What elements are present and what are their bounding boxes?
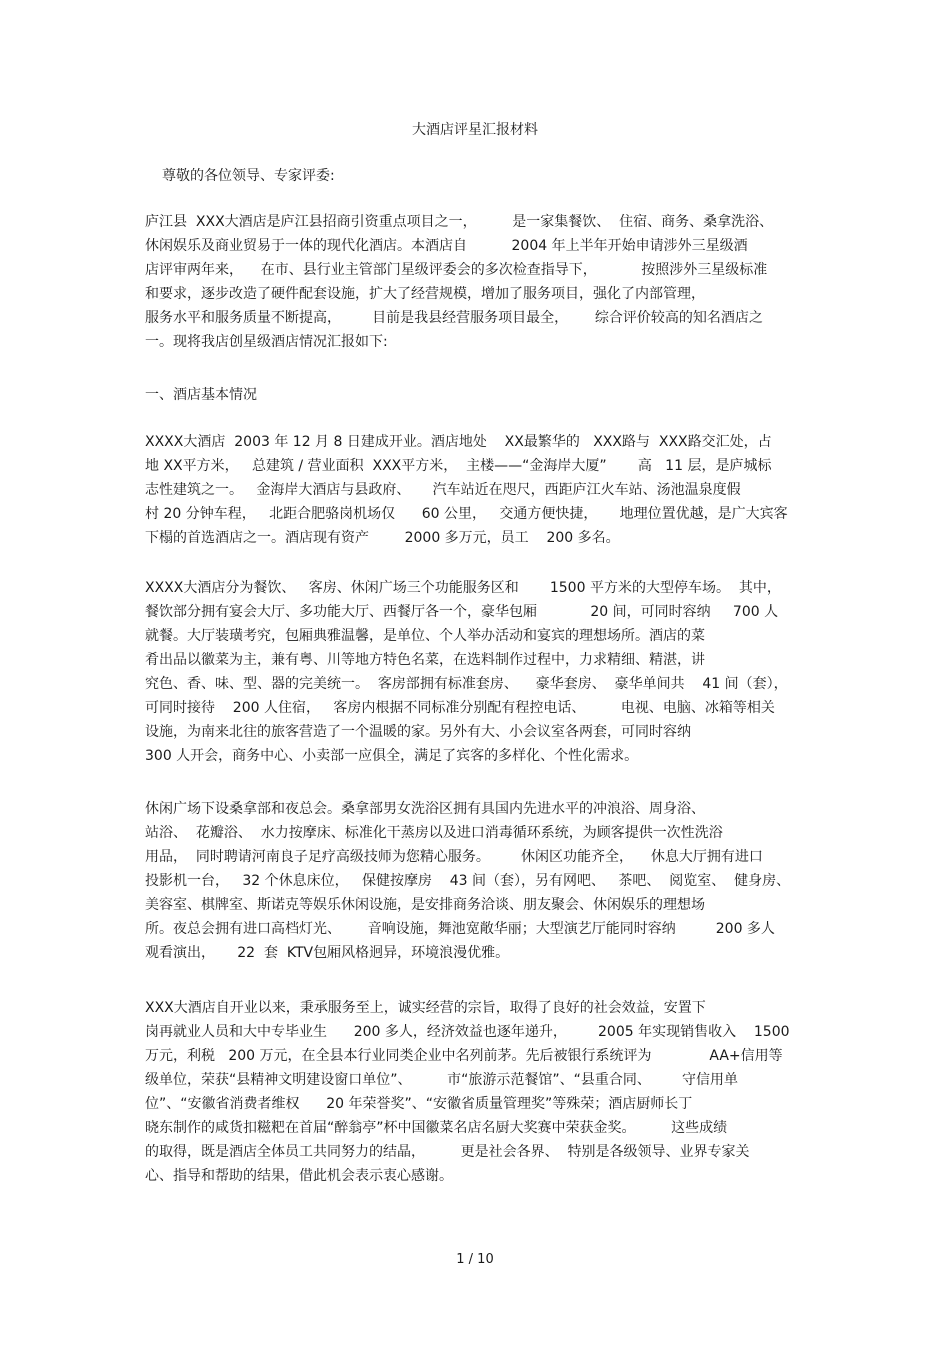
text-line: 设施，为南来北往的旅客营造了一个温暖的家。另外有大、小会议室各两套，可同时容纳 bbox=[145, 724, 691, 740]
text-line: 餐饮部分拥有宴会大厅、多功能大厅、西餐厅各一个，豪华包厢 20 间，可同时容纳 700 人 bbox=[145, 604, 779, 620]
text-line: 地 XX平方米， 总建筑 / 营业面积 XXX平方米， 主楼——“金海岸大厦” 高 11 层，是庐城标 bbox=[145, 458, 772, 474]
text-line: 志性建筑之一。 金海岸大酒店与县政府、 汽车站近在咫尺，西距庐江火车站、汤池温泉度假 bbox=[145, 482, 741, 498]
text-line: 所。夜总会拥有进口高档灯光、 音响设施，舞池宽敞华丽；大型演艺厅能同时容纳 200 多人 bbox=[145, 921, 775, 937]
text-line: 庐江县 XXX大酒店是庐江县招商引资重点项目之一， 是一家集餐饮、 住宿、商务、桑拿洗浴、 bbox=[145, 214, 774, 230]
text-line: 级单位，荣获“县精神文明建设窗口单位”、 市“旅游示范餐馆”、“县重合同、 守信用单 bbox=[145, 1072, 739, 1088]
greeting: 尊敬的各位领导、专家评委: bbox=[162, 168, 335, 184]
text-line: 用品， 同时聘请河南良子足疗高级技师为您精心服务。 休闲区功能齐全， 休息大厅拥有进口 bbox=[145, 849, 763, 865]
paragraph-service-areas bbox=[145, 576, 815, 768]
text-line: 岗再就业人员和大中专毕业生 200 多人，经济效益也逐年递升， 2005 年实现销售收入 1500 bbox=[145, 1024, 790, 1040]
paragraph-achievements bbox=[145, 996, 815, 1188]
text-line: XXX大酒店自开业以来，秉承服务至上，诚实经营的宗旨，取得了良好的社会效益，安置下 bbox=[145, 1000, 706, 1016]
text-line: 可同时接待 200 人住宿， 客房内根据不同标准分别配有程控电话、 电视、电脑、冰箱等相关 bbox=[145, 700, 775, 716]
paragraph-intro bbox=[145, 210, 815, 354]
text-line: 站浴、 花瓣浴、 水力按摩床、标准化干蒸房以及进口消毒循环系统，为顾客提供一次性洗浴 bbox=[145, 825, 723, 841]
text-line: 位”、“安徽省消费者维权 20 年荣誉奖”、“安徽省质量管理奖”等殊荣；酒店厨师长丁 bbox=[145, 1096, 693, 1112]
text-line: 究色、香、味、型、器的完美统一。 客房部拥有标准套房、 豪华套房、 豪华单间共 41 间（套）， bbox=[145, 676, 788, 692]
text-line: 休闲广场下设桑拿部和夜总会。桑拿部男女洗浴区拥有具国内先进水平的冲浪浴、周身浴、 bbox=[145, 801, 705, 817]
text-line: 投影机一台， 32 个休息床位， 保健按摩房 43 间（套），另有网吧、 茶吧、 阅览室、 健身房、 bbox=[145, 873, 791, 889]
text-line: XXXX大酒店 2003 年 12 月 8 日建成开业。酒店地处 XX最繁华的 XXX路与 XXX路交汇处，占 bbox=[145, 434, 772, 450]
paragraph-leisure bbox=[145, 797, 815, 965]
text-line: 美容室、棋牌室、斯诺克等娱乐休闲设施，是安排商务洽谈、朋友聚会、休闲娱乐的理想场 bbox=[145, 897, 705, 913]
text-line: XXXX大酒店分为餐饮、 客房、休闲广场三个功能服务区和 1500 平方米的大型停车场。 其中， bbox=[145, 580, 781, 596]
text-line: 就餐。大厅装璜考究，包厢典雅温馨，是单位、个人举办活动和宴宾的理想场所。酒店的菜 bbox=[145, 628, 705, 644]
text-line: 村 20 分钟车程， 北距合肥骆岗机场仅 60 公里， 交通方便快捷， 地理位置优越，是广大宾客 bbox=[145, 506, 788, 522]
text-line: 休闲娱乐及商业贸易于一体的现代化酒店。本酒店自 2004 年上半年开始申请涉外三星级酒 bbox=[145, 238, 748, 254]
text-line: 和要求，逐步改造了硬件配套设施，扩大了经营规模，增加了服务项目，强化了内部管理， bbox=[145, 286, 705, 302]
text-line: 万元，利税 200 万元，在全县本行业同类企业中名列前茅。先后被银行系统评为 AA+信用等 bbox=[145, 1048, 783, 1064]
text-line: 下榻的首选酒店之一。酒店现有资产 2000 多万元，员工 200 多名。 bbox=[145, 530, 620, 546]
text-line: 的取得，既是酒店全体员工共同努力的结晶， 更是社会各界、 特别是各级领导、业界专家关 bbox=[145, 1144, 750, 1160]
text-line: 肴出品以徽菜为主，兼有粤、川等地方特色名菜，在选料制作过程中，力求精细、精湛，讲 bbox=[145, 652, 705, 668]
text-line: 店评审两年来， 在市、县行业主管部门星级评委会的多次检查指导下， 按照涉外三星级标准 bbox=[145, 262, 768, 278]
document-title: 大酒店评星汇报材料 bbox=[412, 122, 538, 138]
text-line: 观看演出， 22 套 KTV包厢风格迥异，环境浪漫优雅。 bbox=[145, 945, 510, 961]
text-line: 心、指导和帮助的结果，借此机会表示衷心感谢。 bbox=[145, 1168, 453, 1184]
text-line: 300 人开会，商务中心、小卖部一应俱全，满足了宾客的多样化、个性化需求。 bbox=[145, 748, 639, 764]
text-line: 一。现将我店创星级酒店情况汇报如下: bbox=[145, 334, 388, 350]
text-line: 服务水平和服务质量不断提高， 目前是我县经营服务项目最全， 综合评价较高的知名酒店之 bbox=[145, 310, 763, 326]
page-number: 1 / 10 bbox=[456, 1252, 494, 1267]
section-heading: 一、酒店基本情况 bbox=[145, 387, 257, 403]
text-line: 晓东制作的咸货扣糍粑在首届“醉翁亭”杯中国徽菜名店名厨大奖赛中荣获金奖。 这些成绩 bbox=[145, 1120, 728, 1136]
paragraph-basic-info bbox=[145, 430, 815, 550]
